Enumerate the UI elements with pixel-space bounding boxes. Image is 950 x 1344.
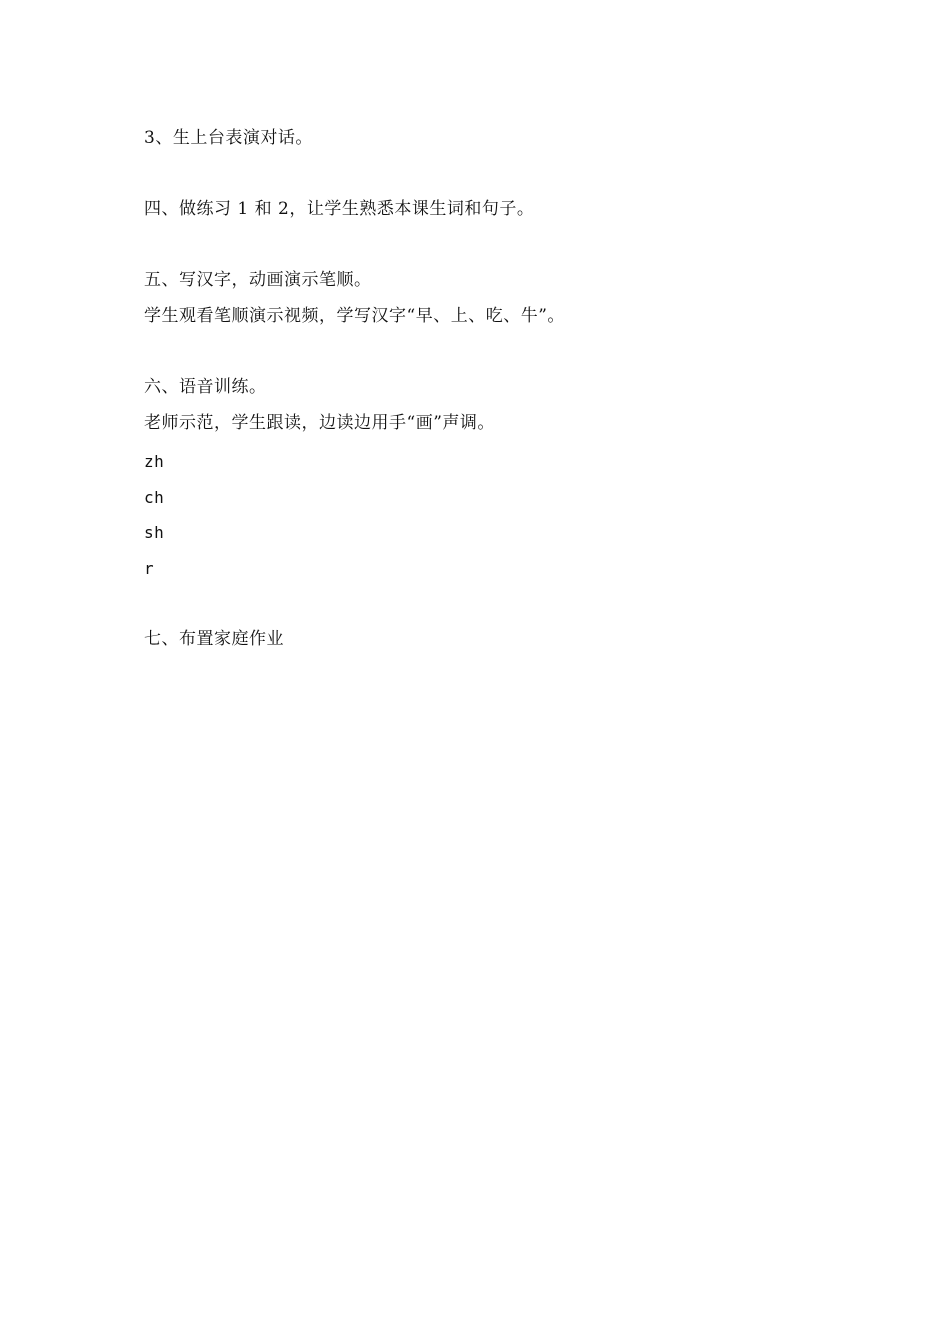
pinyin-sh: sh [144,523,165,542]
section-5-body: 学生观看笔顺演示视频，学写汉字“早、上、吃、牛”。 [144,306,565,326]
section-4-exercise: 四、做练习 1 和 2，让学生熟悉本课生词和句子。 [144,199,535,219]
pinyin-r: r [144,559,155,578]
step-3-performance: 3、生上台表演对话。 [144,128,313,148]
section-7-heading: 七、布置家庭作业 [144,629,284,649]
pinyin-zh: zh [144,452,165,471]
pinyin-ch: ch [144,488,165,507]
section-6-body: 老师示范，学生跟读，边读边用手“画”声调。 [144,413,495,433]
section-6-heading: 六、语音训练。 [144,377,267,397]
section-5-heading: 五、写汉字，动画演示笔顺。 [144,270,372,290]
